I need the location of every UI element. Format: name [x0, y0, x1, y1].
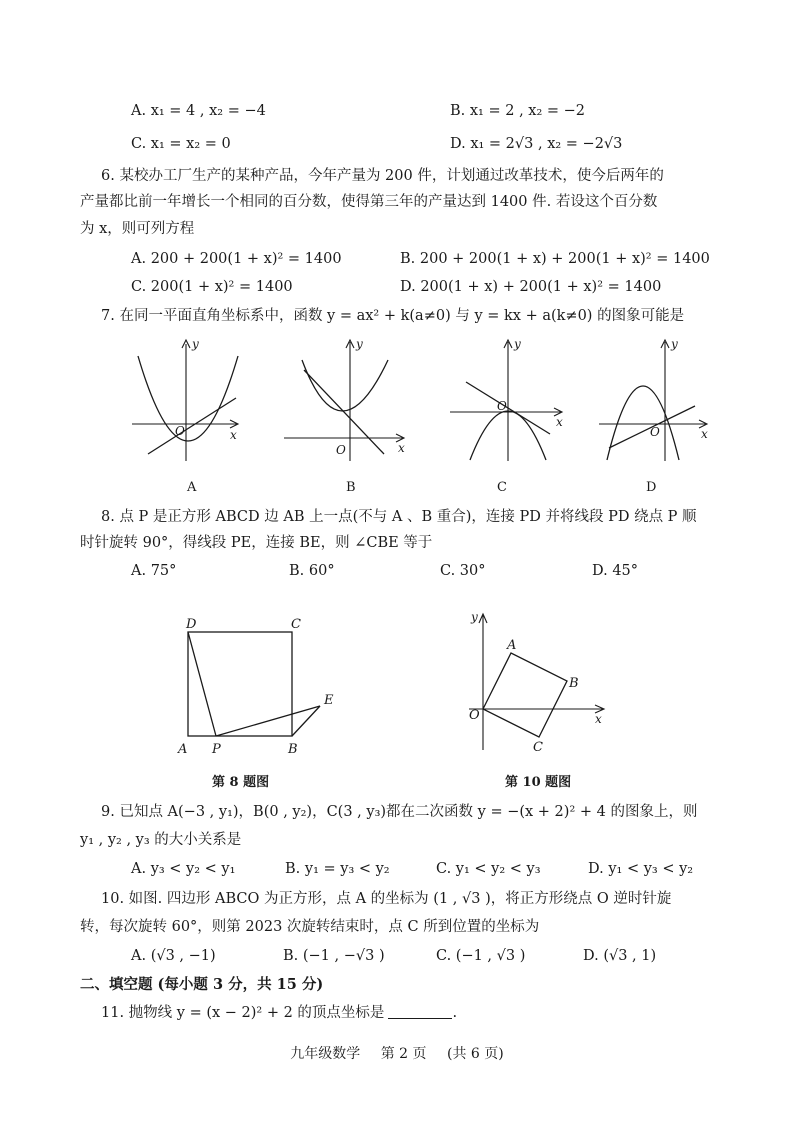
svg-text:O: O — [336, 443, 346, 457]
footer-page-number: 第 2 页 — [380, 1046, 427, 1062]
square-abco — [483, 653, 567, 737]
svg-text:y: y — [471, 610, 478, 624]
q11-period: . — [452, 1005, 458, 1021]
q7-stem: 7. 在同一平面直角坐标系中，函数 y = ax² + k(a≠0) 与 y = kx + a(k≠0) 的图象可能是 — [101, 308, 685, 324]
svg-text:y: y — [192, 337, 199, 351]
q5-option-c: C. x₁ = x₂ = 0 — [131, 136, 231, 152]
footer-subject: 九年级数学 — [290, 1046, 361, 1062]
fig8-caption: 第 8 题图 — [212, 775, 270, 790]
q7-graph-c — [440, 336, 570, 466]
svg-text:O: O — [175, 424, 185, 438]
svg-text:D: D — [186, 617, 197, 632]
svg-text:x: x — [556, 415, 563, 429]
q6-option-b: B. 200 + 200(1 + x) + 200(1 + x)² = 1400 — [400, 251, 710, 267]
svg-text:x: x — [398, 441, 405, 455]
q10-option-b: B. (−1 , −√3 ) — [283, 948, 385, 964]
q8-option-a: A. 75° — [131, 563, 177, 579]
q6-option-a: A. 200 + 200(1 + x)² = 1400 — [131, 251, 342, 267]
q7-label-a: A — [187, 480, 197, 495]
q7-label-c: C — [497, 480, 507, 495]
q10-option-c: C. (−1 , √3 ) — [436, 948, 526, 964]
q11-stem: 11. 抛物线 y = (x − 2)² + 2 的顶点坐标是 — [101, 1005, 385, 1021]
svg-text:y: y — [514, 337, 521, 351]
page-footer — [0, 1043, 794, 1063]
q9-stem-line1: 9. 已知点 A(−3 , y₁)，B(0 , y₂)，C(3 , y₃)都在二次函数 y = −(x + 2)² + 4 的图象上，则 — [101, 804, 698, 820]
svg-text:O: O — [650, 425, 660, 439]
q9-option-d: D. y₁ < y₃ < y₂ — [588, 861, 694, 877]
svg-text:y: y — [671, 337, 678, 351]
fig10-diagram — [455, 605, 615, 765]
q11-answer-blank[interactable] — [388, 1004, 452, 1019]
q6-stem-line3: 为 x，则可列方程 — [80, 221, 195, 237]
svg-text:x: x — [595, 712, 602, 726]
q8-option-d: D. 45° — [592, 563, 639, 579]
q6-option-d: D. 200(1 + x) + 200(1 + x)² = 1400 — [400, 279, 662, 295]
svg-text:C: C — [291, 617, 301, 632]
q7-graph-d — [595, 336, 725, 466]
q8-stem-line2: 时针旋转 90°，得线段 PE，连接 BE，则 ∠CBE 等于 — [80, 535, 433, 551]
svg-text:A: A — [178, 742, 188, 757]
q6-option-c: C. 200(1 + x)² = 1400 — [131, 279, 293, 295]
footer-total-pages: (共 6 页) — [446, 1046, 504, 1062]
svg-text:x: x — [230, 428, 237, 442]
q11-line — [101, 1004, 457, 1022]
q7-graph-b — [280, 336, 410, 466]
svg-text:B: B — [569, 676, 579, 691]
q9-option-a: A. y₃ < y₂ < y₁ — [131, 861, 236, 877]
line — [304, 370, 384, 454]
q7-label-d: D — [646, 480, 657, 495]
section-fill-in-heading: 二、填空题 (每小题 3 分，共 15 分) — [80, 976, 324, 993]
q8-option-b: B. 60° — [289, 563, 335, 579]
q5-option-b: B. x₁ = 2 , x₂ = −2 — [450, 103, 586, 119]
parabola — [607, 386, 679, 460]
square-abcd — [188, 632, 292, 736]
line — [148, 398, 236, 454]
q7-label-b: B — [346, 480, 356, 495]
q6-stem-line2: 产量都比前一年增长一个相同的百分数，使得第三年的产量达到 1400 件. 若设这个百分数 — [80, 194, 658, 210]
q9-option-b: B. y₁ = y₃ < y₂ — [285, 861, 390, 877]
q5-option-a: A. x₁ = 4 , x₂ = −4 — [131, 103, 266, 119]
svg-text:x: x — [701, 427, 708, 441]
fig10-caption: 第 10 题图 — [505, 775, 572, 790]
svg-text:E: E — [324, 693, 334, 708]
q5-option-d: D. x₁ = 2√3 , x₂ = −2√3 — [450, 136, 623, 152]
q8-stem-line1: 8. 点 P 是正方形 ABCD 边 AB 上一点(不与 A 、B 重合)，连接 PD 并将线段 PD 绕点 P 顺 — [101, 509, 697, 525]
q9-option-c: C. y₁ < y₂ < y₃ — [436, 861, 541, 877]
svg-text:O: O — [469, 708, 480, 723]
q10-option-a: A. (√3 , −1) — [131, 948, 216, 964]
q10-stem-line2: 转，每次旋转 60°，则第 2023 次旋转结束时，点 C 所到位置的坐标为 — [80, 919, 540, 935]
svg-text:O: O — [497, 399, 507, 413]
q9-stem-line2: y₁ , y₂ , y₃ 的大小关系是 — [80, 832, 242, 848]
svg-text:y: y — [356, 337, 363, 351]
q10-stem-line1: 10. 如图. 四边形 ABCO 为正方形，点 A 的坐标为 (1 , √3 )，将正方形绕点 O 逆时针旋 — [101, 891, 672, 907]
q6-stem-line1: 6. 某校办工厂生产的某种产品，今年产量为 200 件，计划通过改革技术，使今后两年的 — [101, 168, 664, 184]
q7-graph-a — [120, 336, 250, 466]
q10-option-d: D. (√3 , 1) — [583, 948, 657, 964]
svg-text:P: P — [212, 742, 221, 757]
svg-text:B: B — [288, 742, 298, 757]
parabola — [302, 360, 388, 411]
svg-text:C: C — [533, 740, 543, 755]
svg-text:A: A — [507, 638, 517, 653]
segment-pe — [216, 706, 320, 736]
fig8-diagram — [170, 610, 350, 760]
q8-option-c: C. 30° — [440, 563, 486, 579]
segment-pd — [188, 632, 216, 736]
